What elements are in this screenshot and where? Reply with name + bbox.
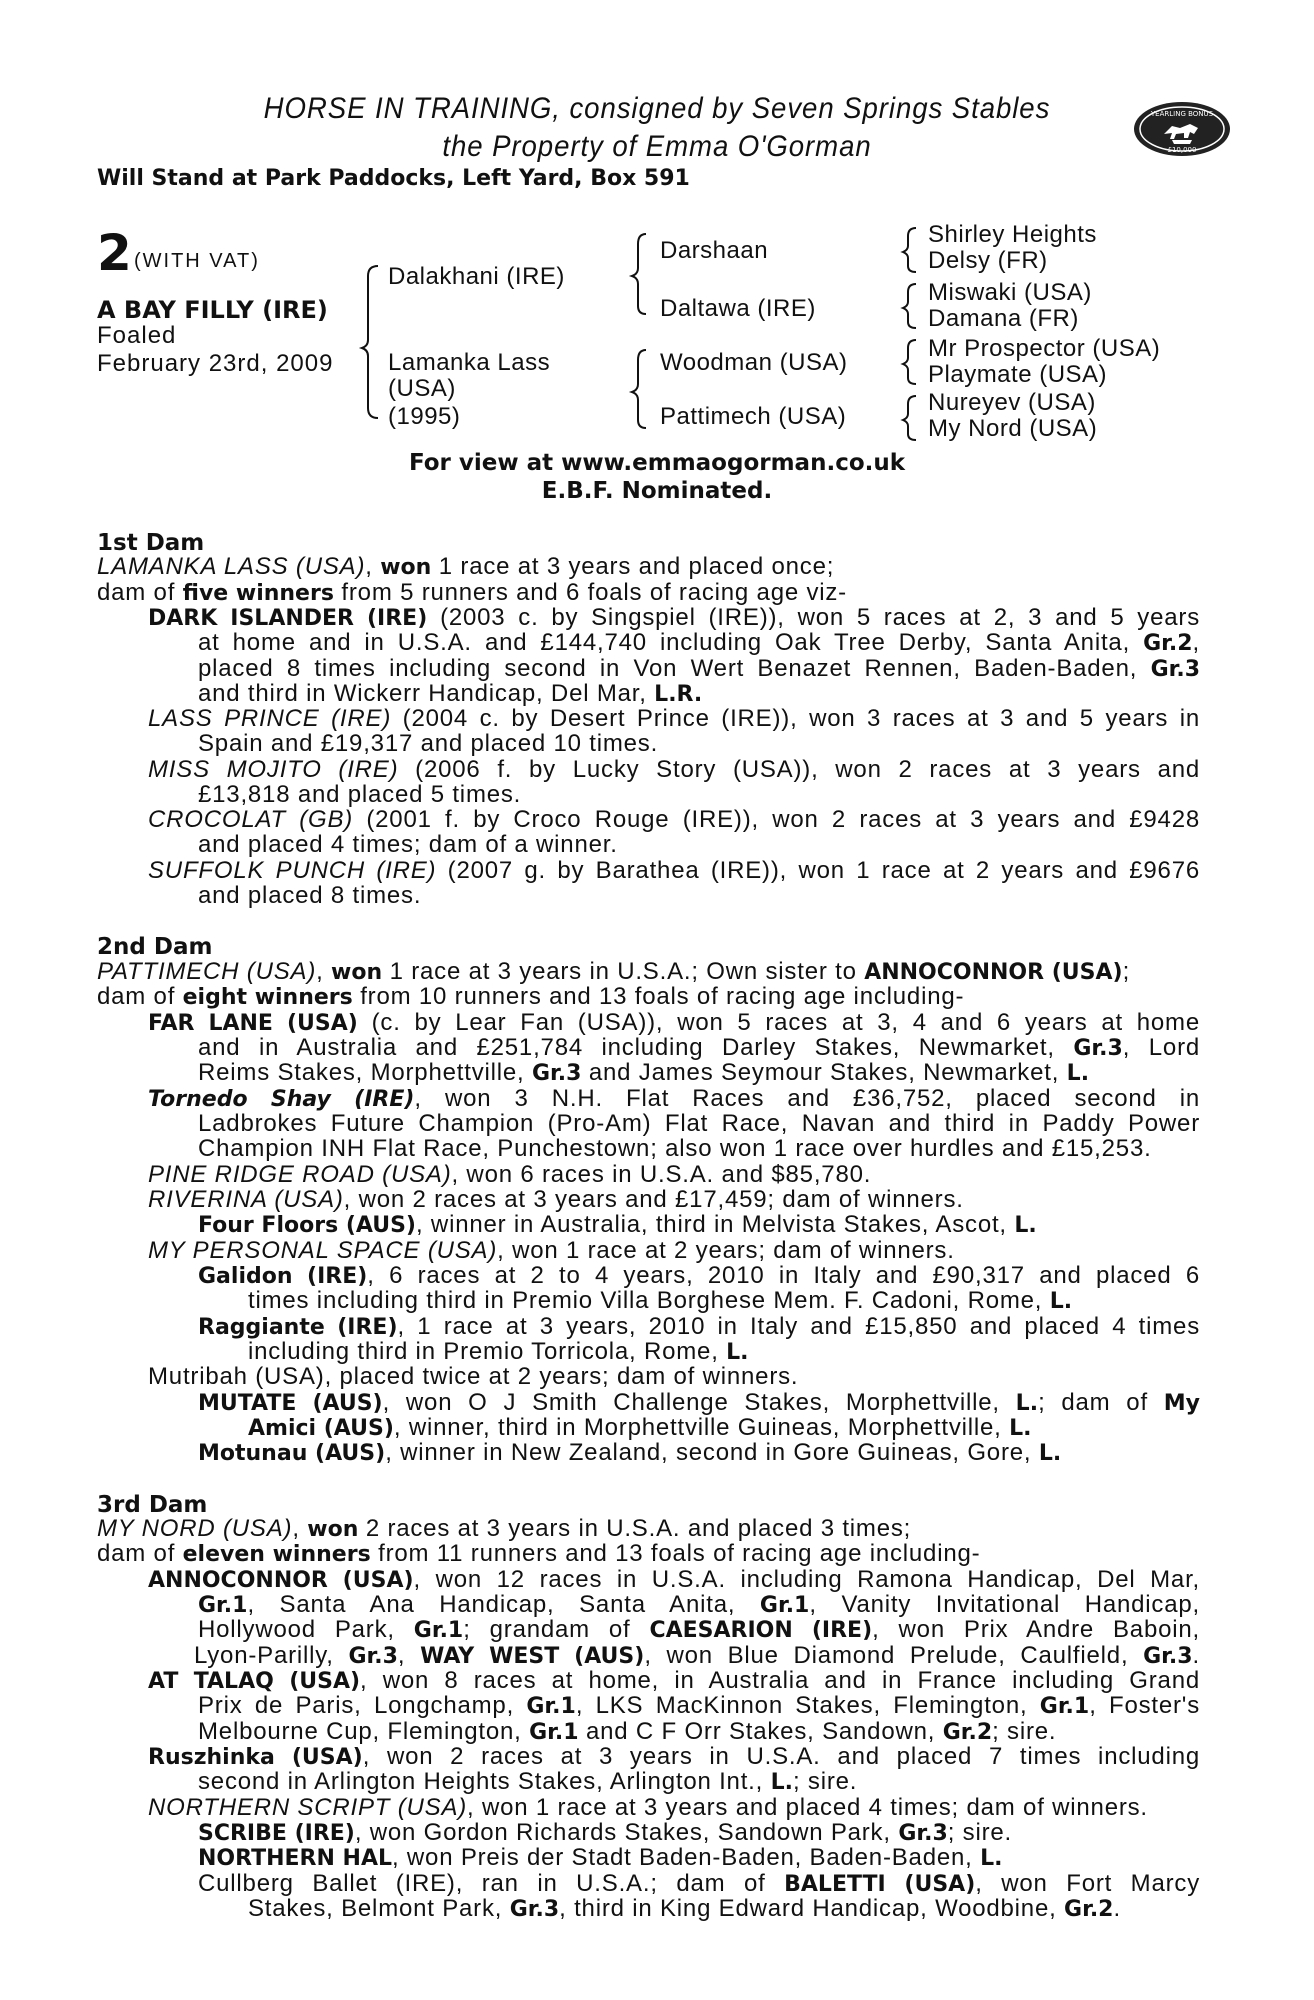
third-dam-line: Cullberg Ballet (IRE), ran in U.S.A.; dam of BALETTI (USA), won Fort Marcy [198, 1870, 1200, 1897]
second-dam-line: Reims Stakes, Morphettville, Gr.3 and James Seymour Stakes, Newmarket, L. [198, 1059, 1090, 1086]
badge-amount: £10,000 [1167, 146, 1197, 154]
vat-label: (WITH VAT) [134, 250, 260, 272]
third-dam-line: dam of eleven winners from 11 runners and 13 foals of racing age including- [97, 1540, 981, 1567]
dam-country: (USA) [388, 375, 456, 402]
first-dam-line: dam of five winners from 5 runners and 6 foals of racing age viz- [97, 579, 847, 606]
first-dam-line: MISS MOJITO (IRE) (2006 f. by Lucky Story (USA)), won 2 races at 3 years and [148, 756, 1201, 783]
third-dam-line: MY NORD (USA), won 2 races at 3 years in U.S.A. and placed 3 times; [97, 1515, 912, 1542]
first-dam-line: CROCOLAT (GB) (2001 f. by Croco Rouge (IRE)), won 2 races at 3 years and £9428 [148, 806, 1200, 833]
dam-year: (1995) [388, 403, 461, 430]
sire: Dalakhani (IRE) [388, 263, 565, 290]
second-dam-line: Amici (AUS), winner, third in Morphettville Guineas, Morphettville, L. [248, 1414, 1032, 1441]
first-dam-line: £13,818 and placed 5 times. [198, 781, 522, 808]
first-dam-line: and placed 8 times. [198, 882, 422, 909]
dam-sire: Woodman (USA) [660, 349, 848, 376]
dam: Lamanka Lass [388, 349, 551, 376]
sire-dam: Daltawa (IRE) [660, 295, 816, 322]
ped-ddd: My Nord (USA) [928, 415, 1098, 442]
third-dam-line: Stakes, Belmont Park, Gr.3, third in King Edward Handicap, Woodbine, Gr.2. [248, 1895, 1121, 1922]
second-dam-line: including third in Premio Torricola, Rome, L. [248, 1338, 749, 1365]
first-dam-heading: 1st Dam [97, 530, 205, 556]
first-dam-line: and third in Wickerr Handicap, Del Mar, L.R. [198, 680, 703, 707]
ped-dss: Mr Prospector (USA) [928, 335, 1161, 362]
third-dam-line: Prix de Paris, Longchamp, Gr.1, LKS MacKinnon Stakes, Flemington, Gr.1, Foster's [198, 1692, 1200, 1719]
ped-sds: Miswaki (USA) [928, 279, 1092, 306]
second-dam-line: Four Floors (AUS), winner in Australia, third in Melvista Stakes, Ascot, L. [198, 1211, 1037, 1238]
first-dam-line: LASS PRINCE (IRE) (2004 c. by Desert Prince (IRE)), won 3 races at 3 and 5 years in [148, 705, 1200, 732]
ped-sss: Shirley Heights [928, 221, 1097, 248]
second-dam-line: times including third in Premio Villa Borghese Mem. F. Cadoni, Rome, L. [248, 1287, 1073, 1314]
third-dam-line: Hollywood Park, Gr.1; grandam of CAESARION (IRE), won Prix Andre Baboin, [198, 1616, 1201, 1643]
view-website: For view at www.emmaogorman.co.uk [408, 450, 906, 476]
second-dam-line: FAR LANE (USA) (c. by Lear Fan (USA)), won 5 races at 3, 4 and 6 years at home [148, 1009, 1200, 1036]
stand-location: Will Stand at Park Paddocks, Left Yard, Box 591 [97, 166, 690, 191]
foaled-date: February 23rd, 2009 [97, 350, 334, 377]
second-dam-heading: 2nd Dam [97, 934, 213, 960]
second-dam-line: PATTIMECH (USA), won 1 race at 3 years in U.S.A.; Own sister to ANNOCONNOR (USA); [97, 958, 1131, 985]
first-dam-line: at home and in U.S.A. and £144,740 including Oak Tree Derby, Santa Anita, Gr.2, [198, 629, 1200, 656]
second-dam-line: MUTATE (AUS), won O J Smith Challenge Stakes, Morphettville, L.; dam of My [198, 1389, 1200, 1416]
first-dam-line: Spain and £19,317 and placed 10 times. [198, 730, 659, 757]
consignment-title: HORSE IN TRAINING, consigned by Seven Springs Stables [263, 92, 1051, 125]
ped-dsd: Playmate (USA) [928, 361, 1108, 388]
first-dam-line: LAMANKA LASS (USA), won 1 race at 3 years and placed once; [97, 553, 835, 580]
third-dam-line: Gr.1, Santa Ana Handicap, Santa Anita, Gr.1, Vanity Invitational Handicap, [198, 1591, 1200, 1618]
ped-ssd: Delsy (FR) [928, 247, 1048, 274]
second-dam-line: Raggiante (IRE), 1 race at 3 years, 2010 in Italy and £15,850 and placed 4 times [198, 1313, 1200, 1340]
foaled-label: Foaled [97, 322, 177, 349]
third-dam-heading: 3rd Dam [97, 1492, 208, 1518]
third-dam-line: NORTHERN SCRIPT (USA), won 1 race at 3 years and placed 4 times; dam of winners. [148, 1794, 1148, 1821]
first-dam-line: DARK ISLANDER (IRE) (2003 c. by Singspiel (IRE)), won 5 races at 2, 3 and 5 years [148, 604, 1200, 631]
third-dam-line: Lyon-Parilly, Gr.3, WAY WEST (AUS), won Blue Diamond Prelude, Caulfield, Gr.3. [194, 1642, 1201, 1669]
second-dam-line: MY PERSONAL SPACE (USA), won 1 race at 2 years; dam of winners. [148, 1237, 955, 1264]
third-dam-line: Melbourne Cup, Flemington, Gr.1 and C F Orr Stakes, Sandown, Gr.2; sire. [198, 1718, 1057, 1745]
second-dam-line: Mutribah (USA), placed twice at 2 years; dam of winners. [148, 1363, 799, 1390]
second-dam-line: Champion INH Flat Race, Punchestown; also won 1 race over hurdles and £15,253. [198, 1135, 1152, 1162]
third-dam-line: AT TALAQ (USA), won 8 races at home, in Australia and in France including Grand [148, 1667, 1200, 1694]
badge-top-text: YEARLING BONUS [1150, 110, 1214, 118]
dam-dam: Pattimech (USA) [660, 403, 847, 430]
third-dam-line: Ruszhinka (USA), won 2 races at 3 years in U.S.A. and placed 7 times including [148, 1743, 1200, 1770]
property-of-line: the Property of Emma O'Gorman [442, 130, 872, 163]
ped-sdd: Damana (FR) [928, 305, 1079, 332]
third-dam-line: SCRIBE (IRE), won Gordon Richards Stakes, Sandown Park, Gr.3; sire. [198, 1819, 1013, 1846]
second-dam-line: dam of eight winners from 10 runners and 13 foals of racing age including- [97, 983, 965, 1010]
second-dam-line: Tornedo Shay (IRE), won 3 N.H. Flat Races and £36,752, placed second in [148, 1085, 1200, 1112]
second-dam-line: Ladbrokes Future Champion (Pro-Am) Flat Race, Navan and third in Paddy Power [198, 1110, 1200, 1137]
second-dam-line: and in Australia and £251,784 including Darley Stakes, Newmarket, Gr.3, Lord [198, 1034, 1201, 1061]
second-dam-line: PINE RIDGE ROAD (USA), won 6 races in U.S.A. and $85,780. [148, 1161, 872, 1188]
ped-dds: Nureyev (USA) [928, 389, 1096, 416]
second-dam-line: RIVERINA (USA), won 2 races at 3 years and £17,459; dam of winners. [148, 1186, 964, 1213]
pedigree-brackets [0, 0, 1314, 460]
lot-number: 2 [97, 224, 132, 282]
second-dam-line: Galidon (IRE), 6 races at 2 to 4 years, 2010 in Italy and £90,317 and placed 6 [198, 1262, 1200, 1289]
second-dam-line: Motunau (AUS), winner in New Zealand, second in Gore Guineas, Gore, L. [198, 1439, 1062, 1466]
third-dam-line: second in Arlington Heights Stakes, Arlington Int., L.; sire. [198, 1768, 858, 1795]
sire-sire: Darshaan [660, 237, 769, 264]
third-dam-line: NORTHERN HAL, won Preis der Stadt Baden-Baden, Baden-Baden, L. [198, 1844, 1003, 1871]
third-dam-line: ANNOCONNOR (USA), won 12 races in U.S.A. including Ramona Handicap, Del Mar, [148, 1566, 1201, 1593]
lot-name: A BAY FILLY (IRE) [97, 296, 328, 324]
first-dam-line: SUFFOLK PUNCH (IRE) (2007 g. by Barathea (IRE)), won 1 race at 2 years and £9676 [148, 857, 1200, 884]
first-dam-line: and placed 4 times; dam of a winner. [198, 831, 618, 858]
ebf-nominated: E.B.F. Nominated. [541, 478, 773, 504]
first-dam-line: placed 8 times including second in Von Wert Benazet Rennen, Baden-Baden, Gr.3 [198, 655, 1200, 682]
